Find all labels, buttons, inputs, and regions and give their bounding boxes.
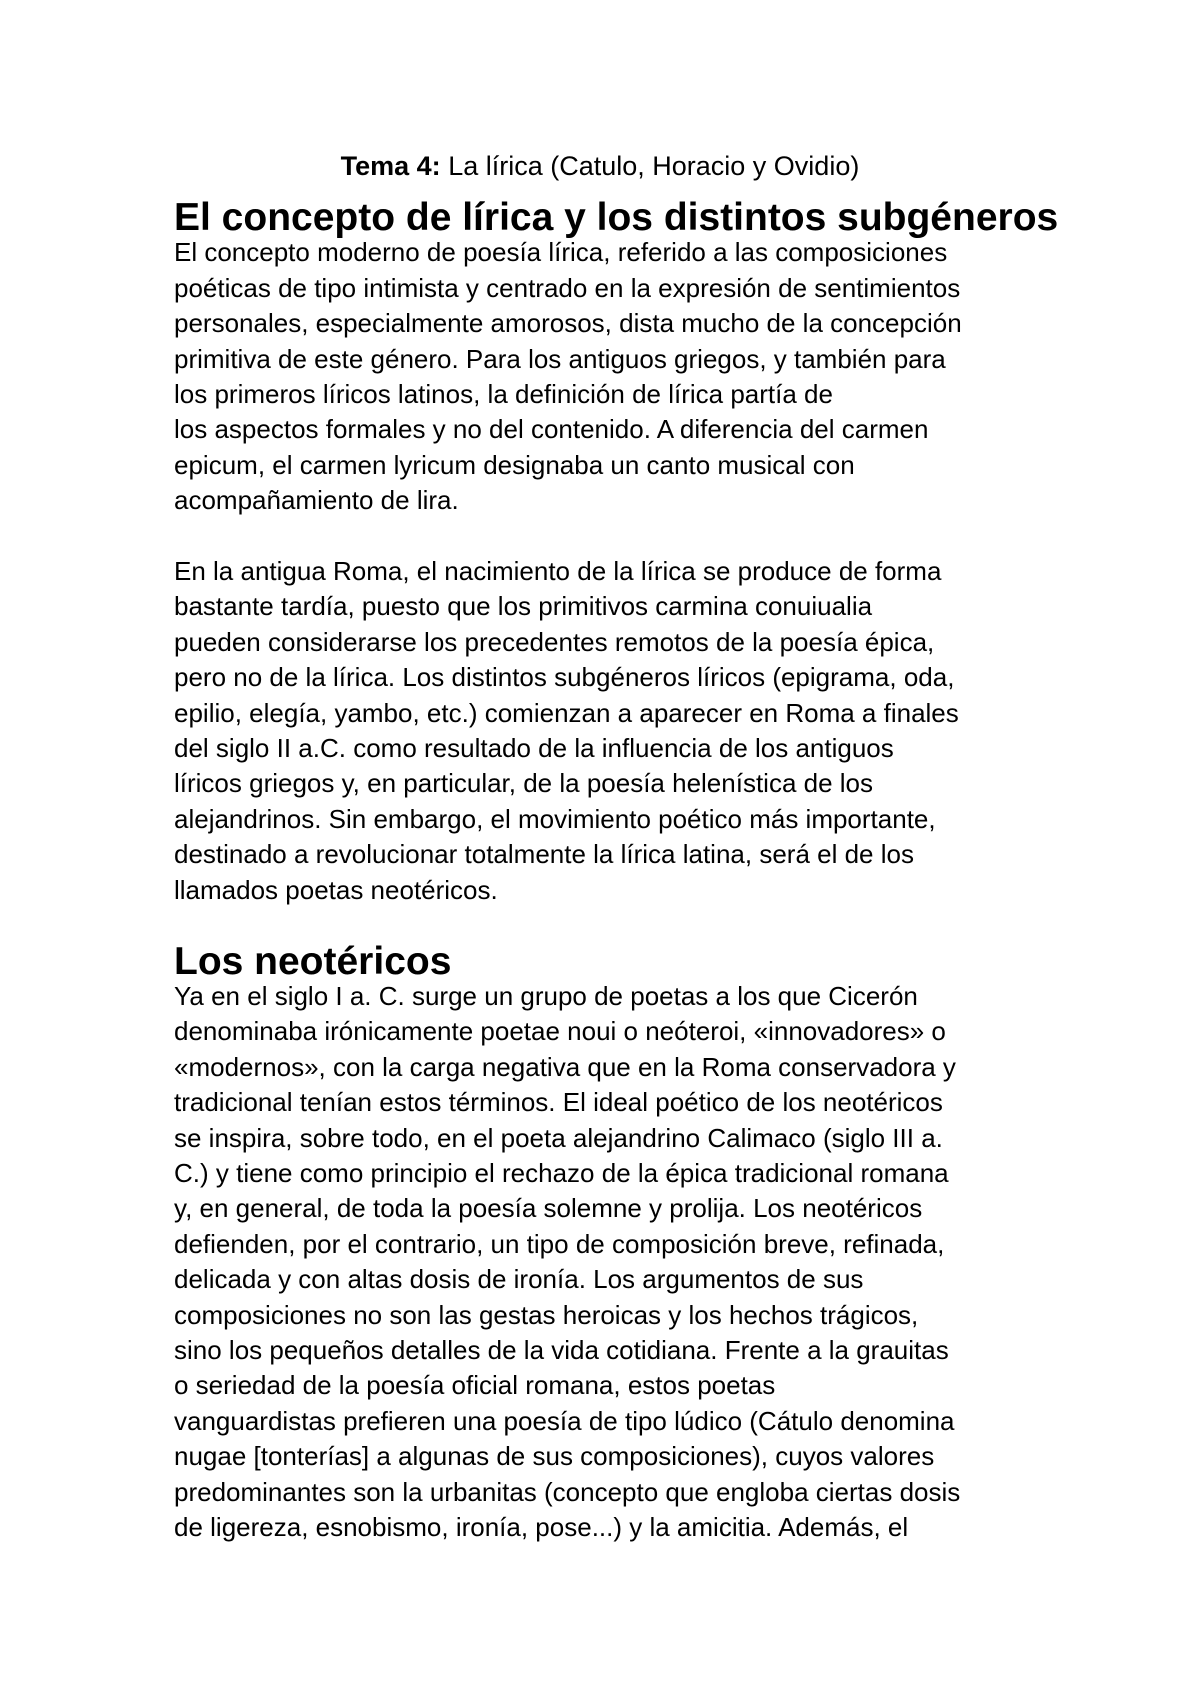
title-text: La lírica (Catulo, Horacio y Ovidio) bbox=[440, 151, 860, 181]
text-line: nugae [tonterías] a algunas de sus composiciones), cuyos valores bbox=[174, 1441, 935, 1472]
text-line: epicum, el carmen lyricum designaba un canto musical con bbox=[174, 449, 855, 480]
text-line: El concepto moderno de poesía lírica, referido a las composiciones bbox=[174, 237, 948, 268]
text-line: C.) y tiene como principio el rechazo de la épica tradicional romana bbox=[174, 1157, 949, 1188]
section-spacer bbox=[174, 908, 1054, 943]
text-line: alejandrinos. Sin embargo, el movimiento poético más importante, bbox=[174, 803, 936, 834]
text-line: delicada y con altas dosis de ironía. Los argumentos de sus bbox=[174, 1264, 864, 1295]
text-line: pero no de la lírica. Los distintos subgéneros líricos (epigrama, oda, bbox=[174, 662, 955, 693]
text-line: líricos griegos y, en particular, de la poesía helenística de los bbox=[174, 768, 874, 799]
paragraph-spacer bbox=[174, 519, 1054, 554]
section-heading: Los neotéricos bbox=[174, 939, 452, 983]
text-line: epilio, elegía, yambo, etc.) comienzan a aparecer en Roma a finales bbox=[174, 697, 959, 728]
text-line: del siglo II a.C. como resultado de la influencia de los antiguos bbox=[174, 733, 894, 764]
text-line: los aspectos formales y no del contenido. A diferencia del carmen bbox=[174, 414, 929, 445]
text-line: defienden, por el contrario, un tipo de composición breve, refinada, bbox=[174, 1228, 945, 1259]
text-line: «modernos», con la carga negativa que en la Roma conservadora y bbox=[174, 1051, 956, 1082]
text-line: o seriedad de la poesía oficial romana, estos poetas bbox=[174, 1370, 776, 1401]
paragraph bbox=[174, 235, 1054, 518]
text-line: personales, especialmente amorosos, dista mucho de la concepción bbox=[174, 308, 962, 339]
text-line: los primeros líricos latinos, la definición de lírica partía de bbox=[174, 379, 833, 410]
document-body bbox=[174, 196, 1059, 1545]
text-line: destinado a revolucionar totalmente la lírica latina, será el de los bbox=[174, 839, 914, 870]
text-line: predominantes son la urbanitas (concepto que engloba ciertas dosis bbox=[174, 1476, 961, 1507]
text-line: de ligereza, esnobismo, ironía, pose...) y la amicitia. Además, el bbox=[174, 1512, 909, 1542]
text-line: Ya en el siglo I a. C. surge un grupo de poetas a los que Cicerón bbox=[174, 980, 918, 1011]
text-line: llamados poetas neotéricos. bbox=[174, 874, 498, 905]
text-line: pueden considerarse los precedentes remotos de la poesía épica, bbox=[174, 626, 935, 657]
title-label: Tema 4: bbox=[340, 151, 441, 181]
section-lirica bbox=[174, 196, 1059, 908]
document-title bbox=[0, 148, 1200, 184]
text-line: primitiva de este género. Para los antiguos griegos, y también para bbox=[174, 343, 946, 374]
text-line: sino los pequeños detalles de la vida cotidiana. Frente a la grauitas bbox=[174, 1334, 949, 1365]
text-line: bastante tardía, puesto que los primitivos carmina conuiualia bbox=[174, 591, 873, 622]
text-line: tradicional tenían estos términos. El ideal poético de los neotéricos bbox=[174, 1087, 943, 1118]
paragraph bbox=[174, 979, 1054, 1546]
text-line: y, en general, de toda la poesía solemne y prolija. Los neotéricos bbox=[174, 1193, 923, 1224]
text-line: vanguardistas prefieren una poesía de tipo lúdico (Cátulo denomina bbox=[174, 1405, 955, 1436]
text-line: denominaba irónicamente poetae noui o neóteroi, «innovadores» o bbox=[174, 1016, 946, 1047]
section-neotericos bbox=[174, 939, 1054, 1546]
section-heading: El concepto de lírica y los distintos subgéneros bbox=[174, 196, 1059, 239]
text-line: poéticas de tipo intimista y centrado en la expresión de sentimientos bbox=[174, 272, 961, 303]
text-line: En la antigua Roma, el nacimiento de la lírica se produce de forma bbox=[174, 556, 942, 587]
text-line: se inspira, sobre todo, en el poeta alejandrino Calimaco (siglo III a. bbox=[174, 1122, 943, 1153]
text-line: acompañamiento de lira. bbox=[174, 485, 459, 516]
paragraph bbox=[174, 554, 1054, 908]
text-line: composiciones no son las gestas heroicas y los hechos trágicos, bbox=[174, 1299, 919, 1330]
